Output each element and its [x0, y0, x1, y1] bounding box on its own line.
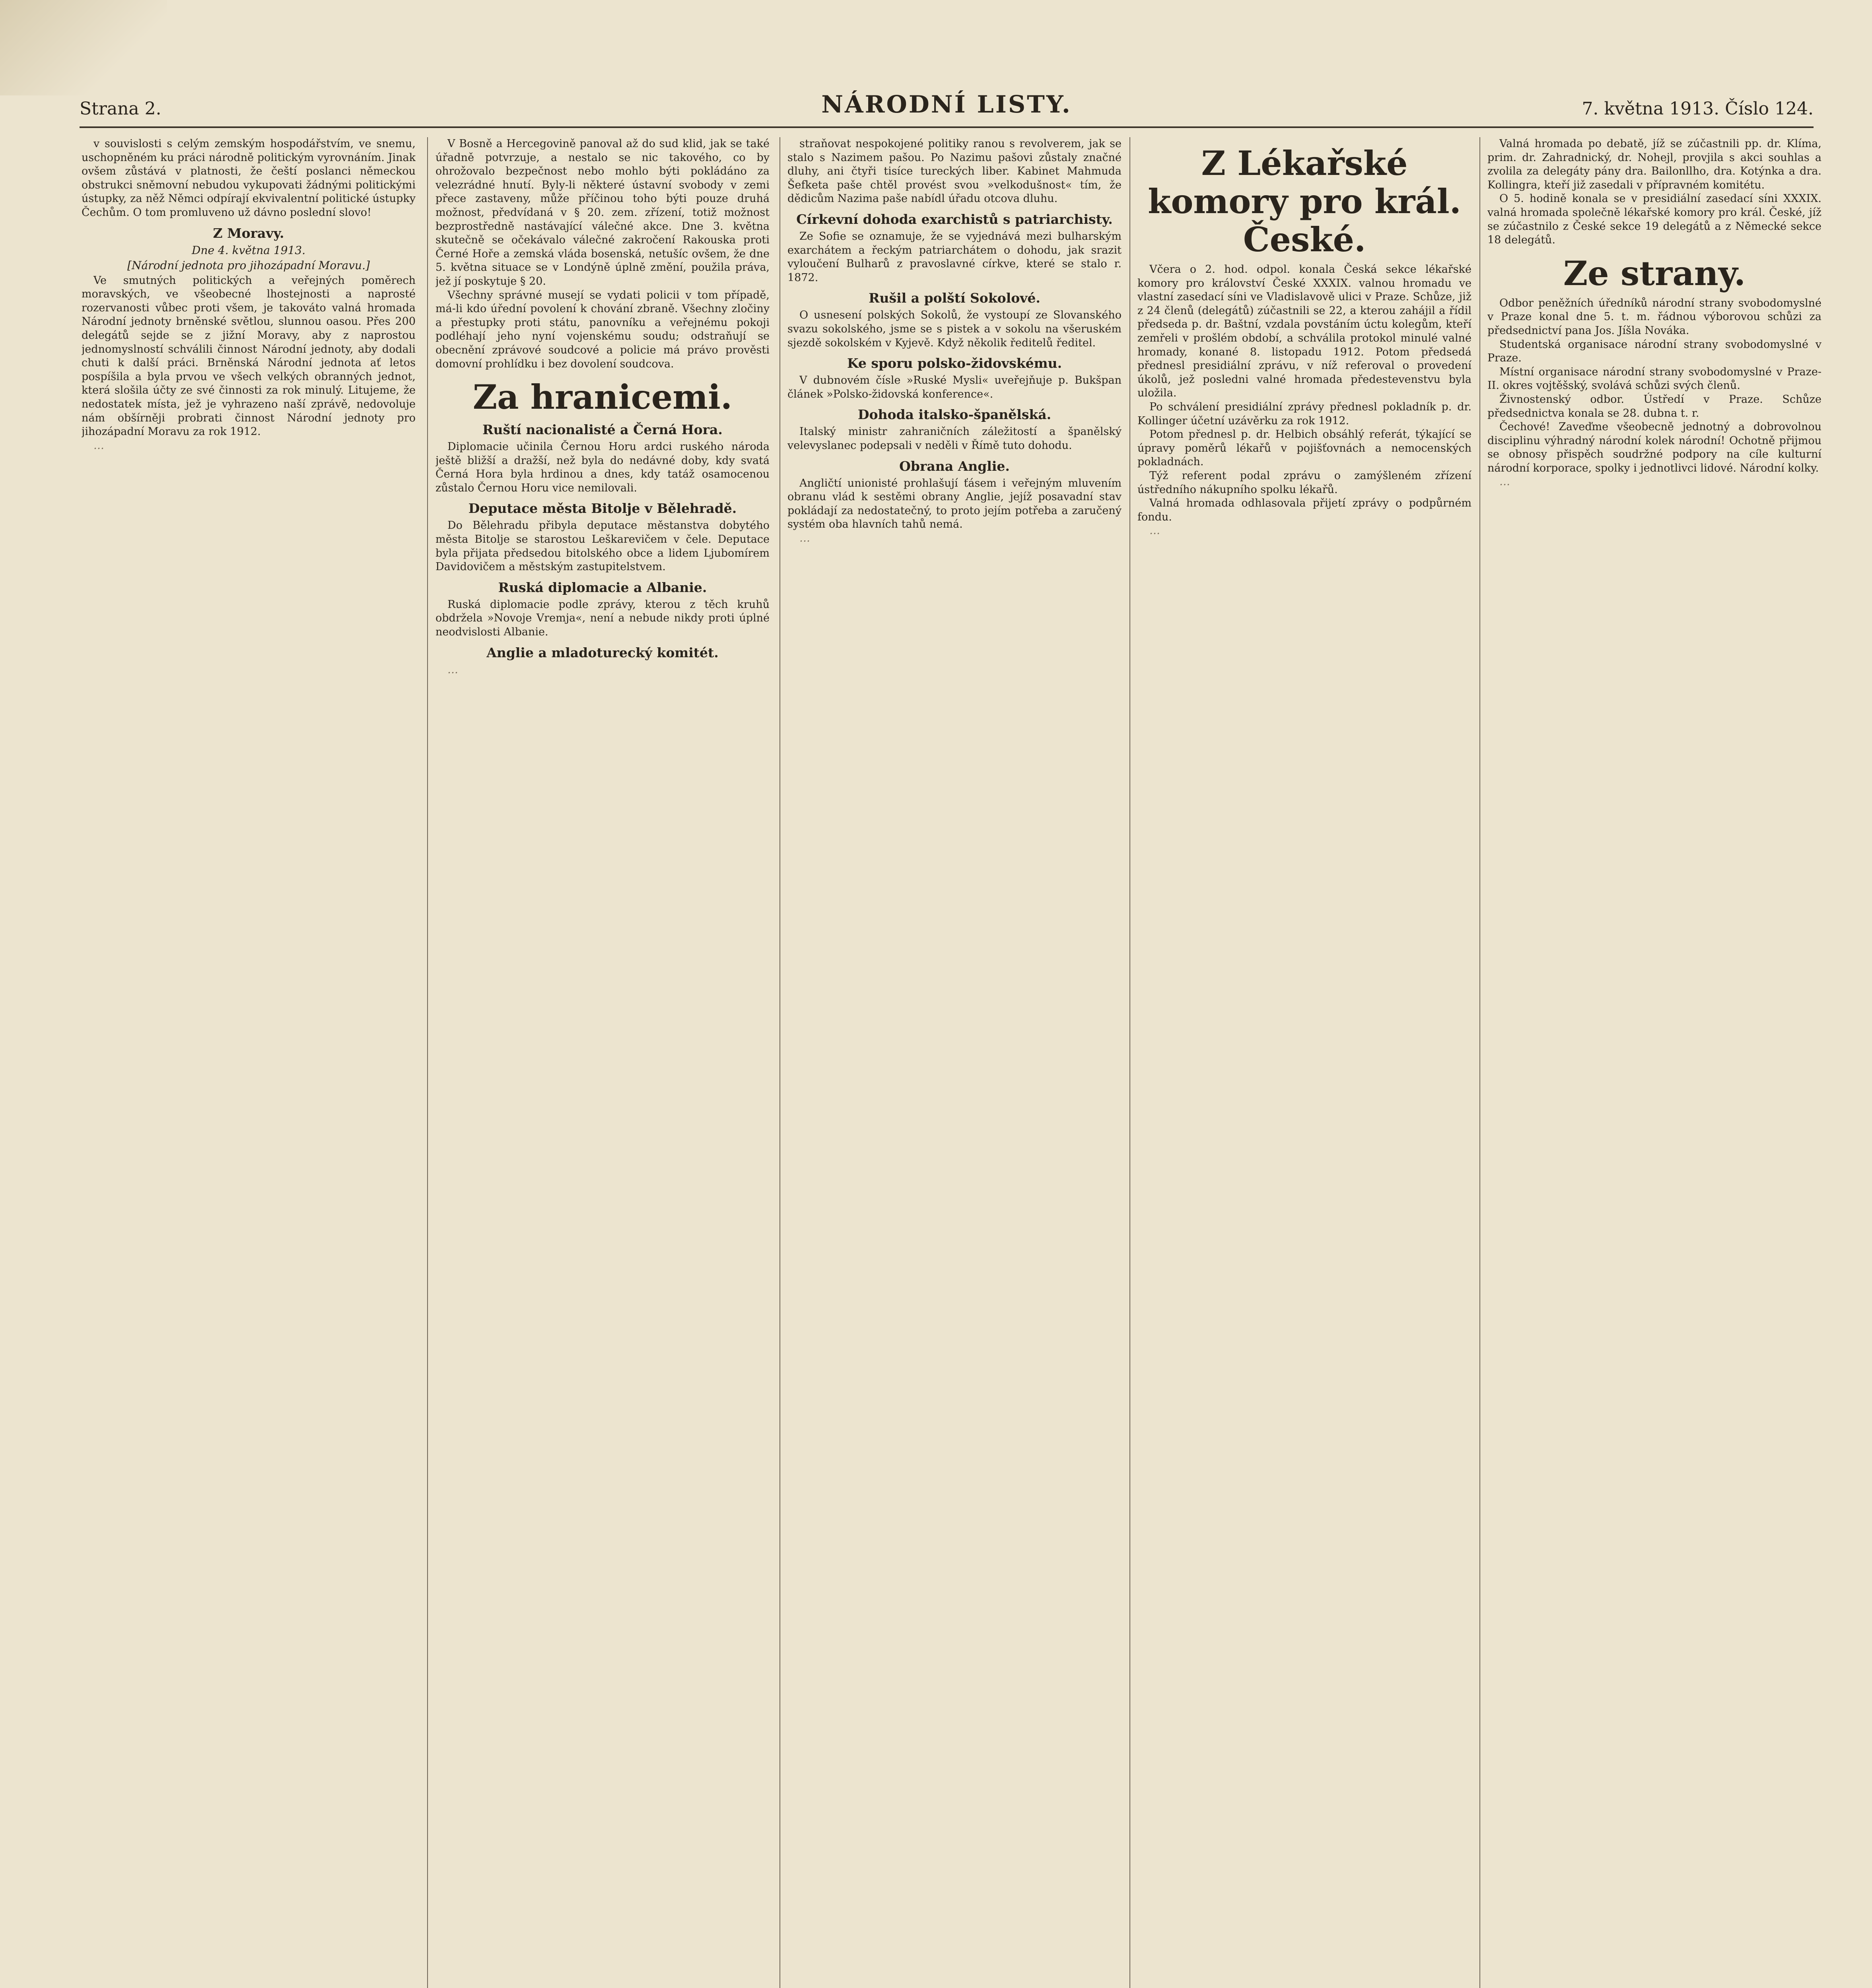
page-number: Strana 2.	[80, 99, 161, 119]
paragraph: Včera o 2. hod. odpol. konala Česká sekce lékařské komory pro království České XXXIX. valnou hromadu ve vlastní zasedací síni ve Vladislavově ulici v Praze. Schůze, již z 24 členů (delegátů) zúčastnili se 22, a kterou zahájil a řídil předseda p. dr. Baštní, vzdala povstáním úctu kolegům, kteří zemřeli v prošlém období, a schválila protokol minulé valné hromady, konané 8. listopadu 1912. Potom předsedá přednesl presidiální zprávu, v níž referoval o provedení úkolů, jež posledni valné hromada předestevenstvu byla uložila.	[1137, 263, 1472, 400]
article-title: Ruská diplomacie a Albanie.	[498, 579, 707, 595]
paragraph: v souvislosti s celým zemským hospodářstvím, ve snemu, uschopněném ku práci národně politickým vyrovnáním. Jinak ovšem zůstává v platnosti, že čeští poslanci německou obstrukci sněmovní nebudou vykupovati žádnými politickými ústupky, za něž Němci odpírají ekvivalentní politické ústupky Čechům. O tom promluveno už dávno poslední slovo!	[82, 138, 416, 219]
paragraph: V Bosně a Hercegovině panoval až do sud klid, jak se také úřadně potvrzuje, a nestalo se nic takového, co by ohrožovalo bezpečnost nebo mohlo býti pokládáno za velezrádné hnutí. Byly-li některé ústavní svobody v zemi přece zastaveny, může příčinou toho býti pouze druhá možnost, předvídaná v § 20. zem. zřízení, totiž možnost bezprostředně nastávající válečné akce. Dne 3. května skutečně se očekávalo válečné zakročení Rakouska proti Černé Hoře a zemská vláda bosenská, netušíc ovšem, že dne 5. května situace se v Londýně úplně změní, použila práva, jež jí poskytuje § 20.	[435, 138, 770, 287]
page-corner-stain	[0, 0, 167, 95]
header-rule	[80, 126, 1814, 128]
paragraph: Valná hromada odhlasovala přijetí zprávy o podpůrném fondu.	[1137, 497, 1472, 523]
section-heading: Za hranicemi.	[472, 377, 733, 417]
column-1	[82, 137, 416, 1988]
column-separator	[427, 137, 428, 1988]
paragraph: Živnostenský odbor. Ústředí v Praze. Schůze předsednictva konala se 28. dubna t. r.	[1487, 393, 1821, 419]
continuation-mark: …	[447, 663, 458, 676]
paragraph: Do Bělehradu přibyla deputace městanstva dobytého města Bitolje se starostou Leškarevičem v čele. Deputace byla přijata předsedou bitolského obce a lidem Ljubomírem Davidovičem a městským zastupitelstvem.	[435, 519, 770, 573]
article-title: Deputace města Bitolje v Bělehradě.	[468, 501, 737, 516]
paragraph: Studentská organisace národní strany svobodomyslné v Praze.	[1487, 338, 1821, 365]
article-title: Rušil a polští Sokolové.	[869, 290, 1040, 306]
paragraph: Angličtí unionisté prohlašují ťásem i veřejným mluvením obranu vlád k sestěmi obrany Anglie, jejíž posavadní stav pokládají za nedostatečný, to proto jejím potřeba a zaručený systém oba hlavních tahů nemá.	[787, 477, 1122, 531]
paragraph: Diplomacie učinila Černou Horu ardci ruského národa ještě bližší a dražší, než byla do nedávné doby, kdy svatá Černá Hora byla hrdinou a dnes, kdy tatáž osamocenou zůstalo Černou Horu vice nemilovali.	[435, 441, 770, 494]
issue-date: 7. května 1913. Číslo 124.	[1582, 99, 1814, 119]
paragraph: Italský ministr zahraničních záležitostí a španělský velevyslanec podepsali v neděli v Římě tuto dohodu.	[787, 425, 1122, 452]
paragraph: Místní organisace národní strany svobodomyslné v Praze-II. okres vojtěšský, svolává schůzi svých členů.	[1487, 365, 1821, 392]
paragraph: O usnesení polských Sokolů, že vystoupí ze Slovanského svazu sokolského, jsme se s pistek a v sokolu na všeruském sjezdě sokolském v Kyjevě. Když několik ředitelů ředitel.	[787, 309, 1122, 349]
paragraph: Odbor peněžních úředníků národní strany svobodomyslné v Praze konal dne 5. t. m. řádnou výborovou schůzi za předsednictví pana Jos. Jíšla Nováka.	[1487, 297, 1821, 337]
paragraph: Po schválení presidiální zprávy přednesl pokladník p. dr. Kollinger účetní uzávěrku za rok 1912.	[1137, 400, 1472, 427]
paragraph: Ze Sofie se oznamuje, že se vyjednává mezi bulharským exarchátem a řeckým patriarchátem o dohodu, jak srazit vyloučení Bulharů z pravoslavné církve, které se stalo r. 1872.	[787, 230, 1122, 284]
column-separator	[1129, 137, 1130, 1988]
paragraph: Týž referent podal zprávu o zamýšleném zřízení ústředního nákupního spolku lékařů.	[1137, 469, 1472, 496]
column-2	[435, 137, 770, 1988]
column-3	[787, 137, 1122, 1988]
continuation-mark: …	[799, 532, 810, 544]
article-title: Dohoda italsko-španělská.	[857, 407, 1052, 423]
continuation-mark: …	[93, 439, 104, 452]
article-title: Církevní dohoda exarchistů s patriarchisty.	[796, 211, 1113, 227]
paragraph: Čechové! Zaveďme všeobecně jednotný a dobrovolnou disciplinu výhradný národní kolek národní! Ochotně přijmou se obnosy přispěch soudržné podpory na cíle kulturní národní korporace, spolky i jednotlivci lidové. Národní kolky.	[1487, 421, 1821, 474]
column-5	[1487, 137, 1821, 1988]
section-heading: Z Lékařské komory pro král. České.	[1148, 144, 1461, 259]
paragraph: V dubnovém čísle »Ruské Mysli« uveřejňuje p. Bukšpan článek »Polsko-židovská konference«.	[787, 374, 1122, 400]
paragraph: Ve smutných politických a veřejných poměrech moravských, ve všeobecné lhostejnosti a naprosté rozervanosti vůbec proti všem, je takováto valná hromada Národní jednoty brněnské světlou, slunnou oasou. Přes 200 delegátů sejde se z jižní Moravy, aby z naprostou jednomyslností schválili činnost Národní jednoty, aby dodali chuti k další práci. Brněnská Národní jednota ať letos pospíšila a byla prvou ve všech velkých obranných jednot, která slošila účty ze své činnosti za rok minulý. Litujeme, že nedostatek místa, jež je vyhrazeno naší zprávě, nedovoluje nám obšírněji probrati činnost Národní jednoty pro jihozápadní Moravu za rok 1912.	[82, 274, 416, 438]
paragraph: Všechny správné musejí se vydati policii v tom případě, má-li kdo úřední povolení k chování zbraně. Všechny zločiny a přestupky proti státu, panovníku a veřejnému pokoji podléhají jeho nyní vojenskému soudu; odstraňují se obecnění zprávové soudcové a policie má právo prověsti domovní prohlídku i bez dovolení soudcova.	[435, 289, 770, 370]
article-title: Obrana Anglie.	[899, 458, 1010, 474]
masthead-title: NÁRODNÍ LISTY.	[821, 91, 1072, 118]
continuation-mark: …	[1499, 476, 1510, 488]
article-dateline: [Národní jednota pro jihozápadní Moravu.]	[127, 258, 370, 272]
paragraph: Valná hromada po debatě, jíž se zúčastnili pp. dr. Klíma, prim. dr. Zahradnický, dr. Nohejl, provjila s akci souhlas a zvolila za delegáty pány dra. Bailonllho, dra. Kotýnka a dra. Kollingra, kteří již zasedali v přípravném komitétu.	[1487, 138, 1821, 191]
article-title: Ruští nacionalisté a Černá Hora.	[482, 422, 723, 438]
article-title: Ke sporu polsko-židovskému.	[847, 355, 1062, 371]
section-heading: Ze strany.	[1563, 253, 1746, 293]
article-dateline: Dne 4. května 1913.	[192, 243, 305, 257]
column-4	[1137, 137, 1472, 1988]
paragraph: Potom přednesl p. dr. Helbich obsáhlý referát, týkající se úpravy poměrů lékařů v pojišťovnách a nemocenských pokladnách.	[1137, 428, 1472, 468]
paragraph: O 5. hodině konala se v presidiální zasedací síni XXXIX. valná hromada společně lékařské komory pro král. České, jíž se zúčastnilo z České sekce 19 delegátů a z Německé sekce 18 delegátů.	[1487, 192, 1821, 247]
article-title: Z Moravy.	[213, 225, 284, 241]
paragraph: straňovat nespokojené politiky ranou s revolverem, jak se stalo s Nazimem pašou. Po Nazimu pašovi zůstaly značné dluhy, ani čtyři tisíce tureckých liber. Kabinet Mahmuda Šefketa paše chtěl provést svou »velkodušnost« tím, že dědicům Nazima paše nabídl úřadu otcova dluhu.	[787, 138, 1122, 205]
column-separator	[1479, 137, 1480, 1988]
paragraph: Ruská diplomacie podle zprávy, kterou z těch kruhů obdržela »Novoje Vremja«, není a nebude nikdy proti úplné neodvislosti Albanie.	[435, 598, 770, 639]
article-title: Anglie a mladoturecký komitét.	[486, 645, 719, 660]
continuation-mark: …	[1149, 524, 1160, 537]
